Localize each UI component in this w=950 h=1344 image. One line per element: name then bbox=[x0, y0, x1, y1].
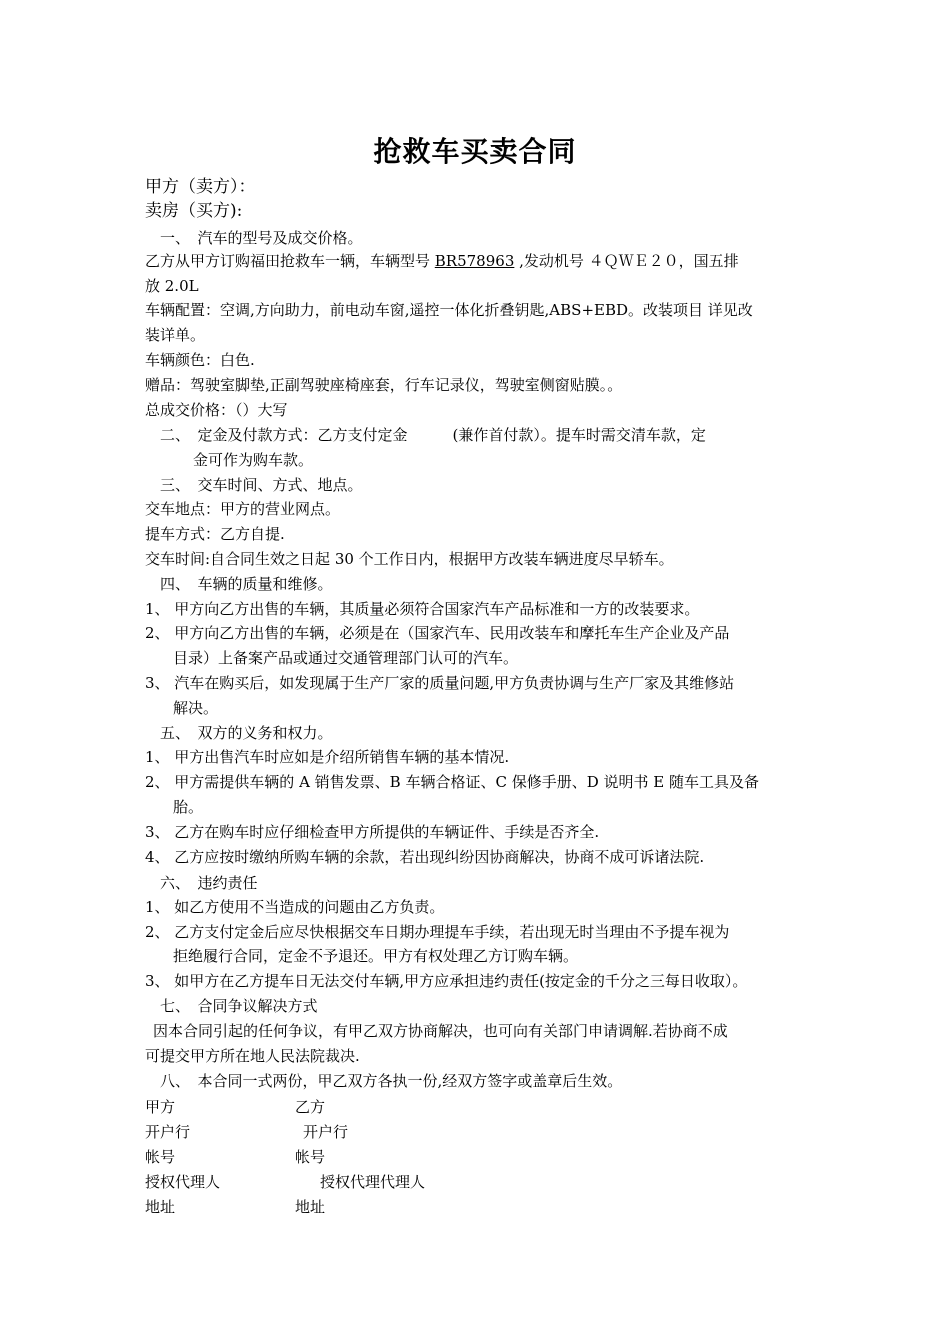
section-2-line-1: 二、 定金及付款方式：乙方支付定金 (兼作首付款）。提车时需交清车款，定 bbox=[160, 426, 706, 444]
total-price: 总成交价格：（）大写 bbox=[145, 401, 288, 419]
order-text: 乙方从甲方订购福田抢救车一辆，车辆型号 bbox=[145, 252, 435, 270]
section-7-line-2: 可提交甲方所在地人民法院裁决. bbox=[145, 1047, 360, 1065]
section-5-item-4: 4、 乙方应按时缴纳所购车辆的余款，若出现纠纷因协商解决，协商不成可诉诸法院. bbox=[145, 848, 705, 866]
section-6-heading: 六、 违约责任 bbox=[160, 874, 258, 892]
section-5-item-3: 3、 乙方在购车时应仔细检查甲方所提供的车辆证件、手续是否齐全. bbox=[145, 823, 600, 841]
section-6-item-1: 1、 如乙方使用不当造成的问题由乙方负责。 bbox=[145, 898, 445, 916]
gifts: 赠品：驾驶室脚垫,正副驾驶座椅座套，行车记录仪，驾驶室侧窗贴膜。。 bbox=[145, 376, 623, 394]
section-4-item-3-cont: 解决。 bbox=[173, 699, 219, 717]
section-5-heading: 五、 双方的义务和权力。 bbox=[160, 724, 333, 742]
section-4-item-3: 3、 汽车在购买后，如发现属于生产厂家的质量问题,甲方负责协调与生产厂家及其维修站 bbox=[145, 674, 735, 692]
document-title: 抢救车买卖合同 bbox=[373, 135, 577, 168]
section-1-line-2: 放 2.0L bbox=[145, 277, 199, 295]
sign-bank-b: 开户行 bbox=[303, 1123, 349, 1141]
section-4-heading: 四、 车辆的质量和维修。 bbox=[160, 575, 333, 593]
sign-account-b: 帐号 bbox=[295, 1148, 326, 1166]
section-6-item-2: 2、 乙方支付定金后应尽快根据交车日期办理提车手续，若出现无时当理由不予提车视为 bbox=[145, 923, 730, 941]
section-5-item-1: 1、 甲方出售汽车时应如是介绍所销售车辆的基本情况. bbox=[145, 748, 510, 766]
section-4-item-2-cont: 目录）上备案产品或通过交通管理部门认可的汽车。 bbox=[173, 649, 519, 667]
vehicle-color: 车辆颜色：白色. bbox=[145, 351, 255, 369]
section-3-heading: 三、 交车时间、方式、地点。 bbox=[160, 476, 363, 494]
sign-agent-b: 授权代理代理人 bbox=[320, 1173, 426, 1191]
pickup-method: 提车方式：乙方自提. bbox=[145, 525, 285, 543]
section-8-heading: 八、 本合同一式两份，甲乙双方各执一份,经双方签字或盖章后生效。 bbox=[160, 1072, 623, 1090]
engine-text: ,发动机号 ４ＱＷＥ２０，国五排 bbox=[514, 252, 739, 270]
section-7-line-1: 因本合同引起的任何争议，有甲乙双方协商解决，也可向有关部门申请调解.若协商不成 bbox=[153, 1022, 728, 1040]
party-a-line: 甲方（卖方）： bbox=[145, 177, 256, 197]
section-7-heading: 七、 合同争议解决方式 bbox=[160, 997, 318, 1015]
section-6-item-3: 3、 如甲方在乙方提车日无法交付车辆,甲方应承担违约责任(按定金的千分之三每日收取）。 bbox=[145, 972, 748, 990]
delivery-time: 交车时间:自合同生效之日起 30 个工作日内，根据甲方改装车辆进度尽早轿车。 bbox=[145, 550, 674, 568]
section-5-item-2-cont: 胎。 bbox=[173, 798, 204, 816]
section-5-item-2: 2、 甲方需提供车辆的 A 销售发票、B 车辆合格证、C 保修手册、D 说明书 E 随车工具及备 bbox=[145, 773, 760, 791]
section-4-item-1: 1、 甲方向乙方出售的车辆，其质量必须符合国家汽车产品标准和一方的改装要求。 bbox=[145, 600, 700, 618]
vehicle-model: BR578963 bbox=[434, 252, 515, 270]
party-b-line: 卖房（买方): bbox=[145, 201, 243, 221]
section-2-line-2: 金可作为购车款。 bbox=[193, 451, 314, 469]
section-1-line-1 bbox=[145, 250, 815, 272]
delivery-location: 交车地点：甲方的营业网点。 bbox=[145, 500, 341, 518]
sign-party-a: 甲方 bbox=[145, 1098, 176, 1116]
section-4-item-2: 2、 甲方向乙方出售的车辆，必须是在（国家汽车、民用改装车和摩托车生产企业及产品 bbox=[145, 624, 730, 642]
sign-address-b: 地址 bbox=[295, 1198, 326, 1216]
sign-bank-a: 开户行 bbox=[145, 1123, 191, 1141]
sign-agent-a: 授权代理人 bbox=[145, 1173, 221, 1191]
sign-account-a: 帐号 bbox=[145, 1148, 176, 1166]
vehicle-config-line-1: 车辆配置：空调,方向助力，前电动车窗,遥控一体化折叠钥匙,ABS+EBD。改装项目 详见改 bbox=[145, 301, 753, 319]
sign-party-b: 乙方 bbox=[295, 1098, 326, 1116]
vehicle-config-line-2: 装详单。 bbox=[145, 326, 206, 344]
section-1-heading: 一、 汽车的型号及成交价格。 bbox=[160, 229, 363, 247]
section-6-item-2-cont: 拒绝履行合同，定金不予退还。甲方有权处理乙方订购车辆。 bbox=[173, 947, 579, 965]
sign-address-a: 地址 bbox=[145, 1198, 176, 1216]
